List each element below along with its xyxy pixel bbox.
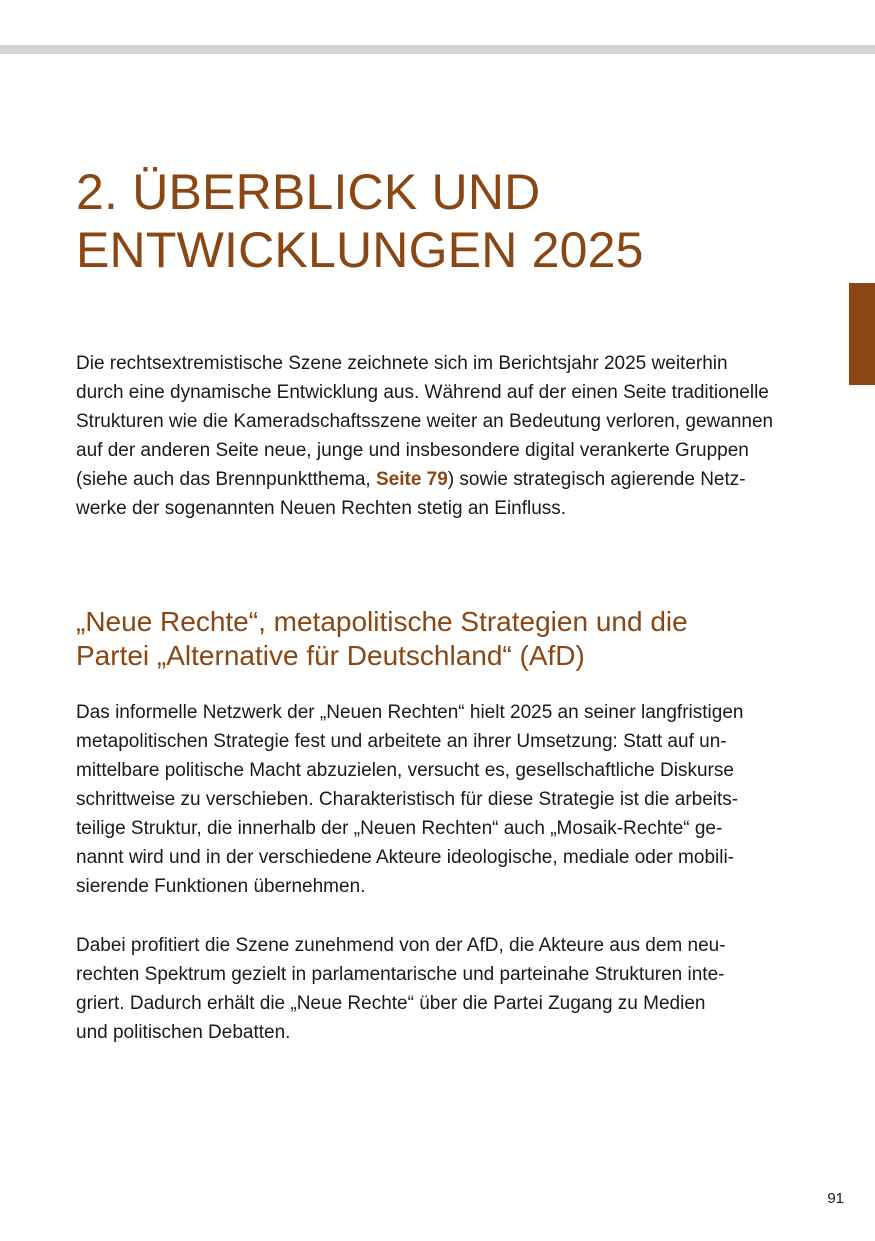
intro-paragraph	[76, 349, 806, 523]
paragraph-line: teilige Struktur, die innerhalb der „Neuen Rechten“ auch „Mosaik-Rechte“ ge-	[76, 818, 723, 839]
intro-line-text: ) sowie strategisch agierende Netz-	[447, 469, 746, 490]
paragraph-line: rechten Spektrum gezielt in parlamentarische und parteinahe Strukturen inte-	[76, 964, 725, 985]
paragraph-line: Das informelle Netzwerk der „Neuen Rechten“ hielt 2025 an seiner langfristigen	[76, 702, 744, 723]
paragraph-line: Dabei profitiert die Szene zunehmend von der AfD, die Akteure aus dem neu-	[76, 935, 726, 956]
chapter-title-line: ENTWICKLUNGEN 2025	[76, 222, 644, 278]
section-heading	[76, 605, 816, 673]
page-reference-link[interactable]: Seite 79	[375, 469, 448, 490]
chapter-side-tab	[849, 283, 875, 385]
paragraph-line: sierende Funktionen übernehmen.	[76, 876, 366, 897]
intro-line: durch eine dynamische Entwicklung aus. Während auf der einen Seite traditionelle	[76, 382, 769, 403]
paragraph-line: nannt wird und in der verschiedene Akteure ideologische, mediale oder mobili-	[76, 847, 734, 868]
intro-line: Strukturen wie die Kameradschaftsszene weiter an Bedeutung verloren, gewannen	[76, 411, 774, 432]
chapter-title	[76, 163, 816, 279]
intro-line: werke der sogenannten Neuen Rechten stetig an Einfluss.	[76, 498, 567, 519]
body-paragraph	[76, 698, 806, 901]
paragraph-line: und politischen Debatten.	[76, 1022, 291, 1043]
paragraph-line: metapolitischen Strategie fest und arbeitete an ihrer Umsetzung: Statt auf un-	[76, 731, 727, 752]
top-divider-bar	[0, 45, 875, 54]
intro-line-text: (siehe auch das Brennpunktthema,	[76, 469, 376, 490]
intro-line	[76, 465, 806, 494]
intro-line: Die rechtsextremistische Szene zeichnete sich im Berichtsjahr 2025 weiterhin	[76, 353, 728, 374]
chapter-title-line: 2. ÜBERBLICK UND	[76, 164, 541, 220]
paragraph-line: mittelbare politische Macht abzuzielen, versucht es, gesellschaftliche Diskurse	[76, 760, 734, 781]
paragraph-line: griert. Dadurch erhält die „Neue Rechte“ über die Partei Zugang zu Medien	[76, 993, 706, 1014]
page-number: 91	[827, 1190, 844, 1207]
paragraph-line: schrittweise zu verschieben. Charakteristisch für diese Strategie ist die arbeits-	[76, 789, 739, 810]
intro-line: auf der anderen Seite neue, junge und insbesondere digital verankerte Gruppen	[76, 440, 749, 461]
body-paragraph	[76, 931, 806, 1047]
section-heading-line: „Neue Rechte“, metapolitische Strategien und die	[76, 606, 688, 637]
section-heading-line: Partei „Alternative für Deutschland“ (AfD)	[76, 640, 585, 671]
